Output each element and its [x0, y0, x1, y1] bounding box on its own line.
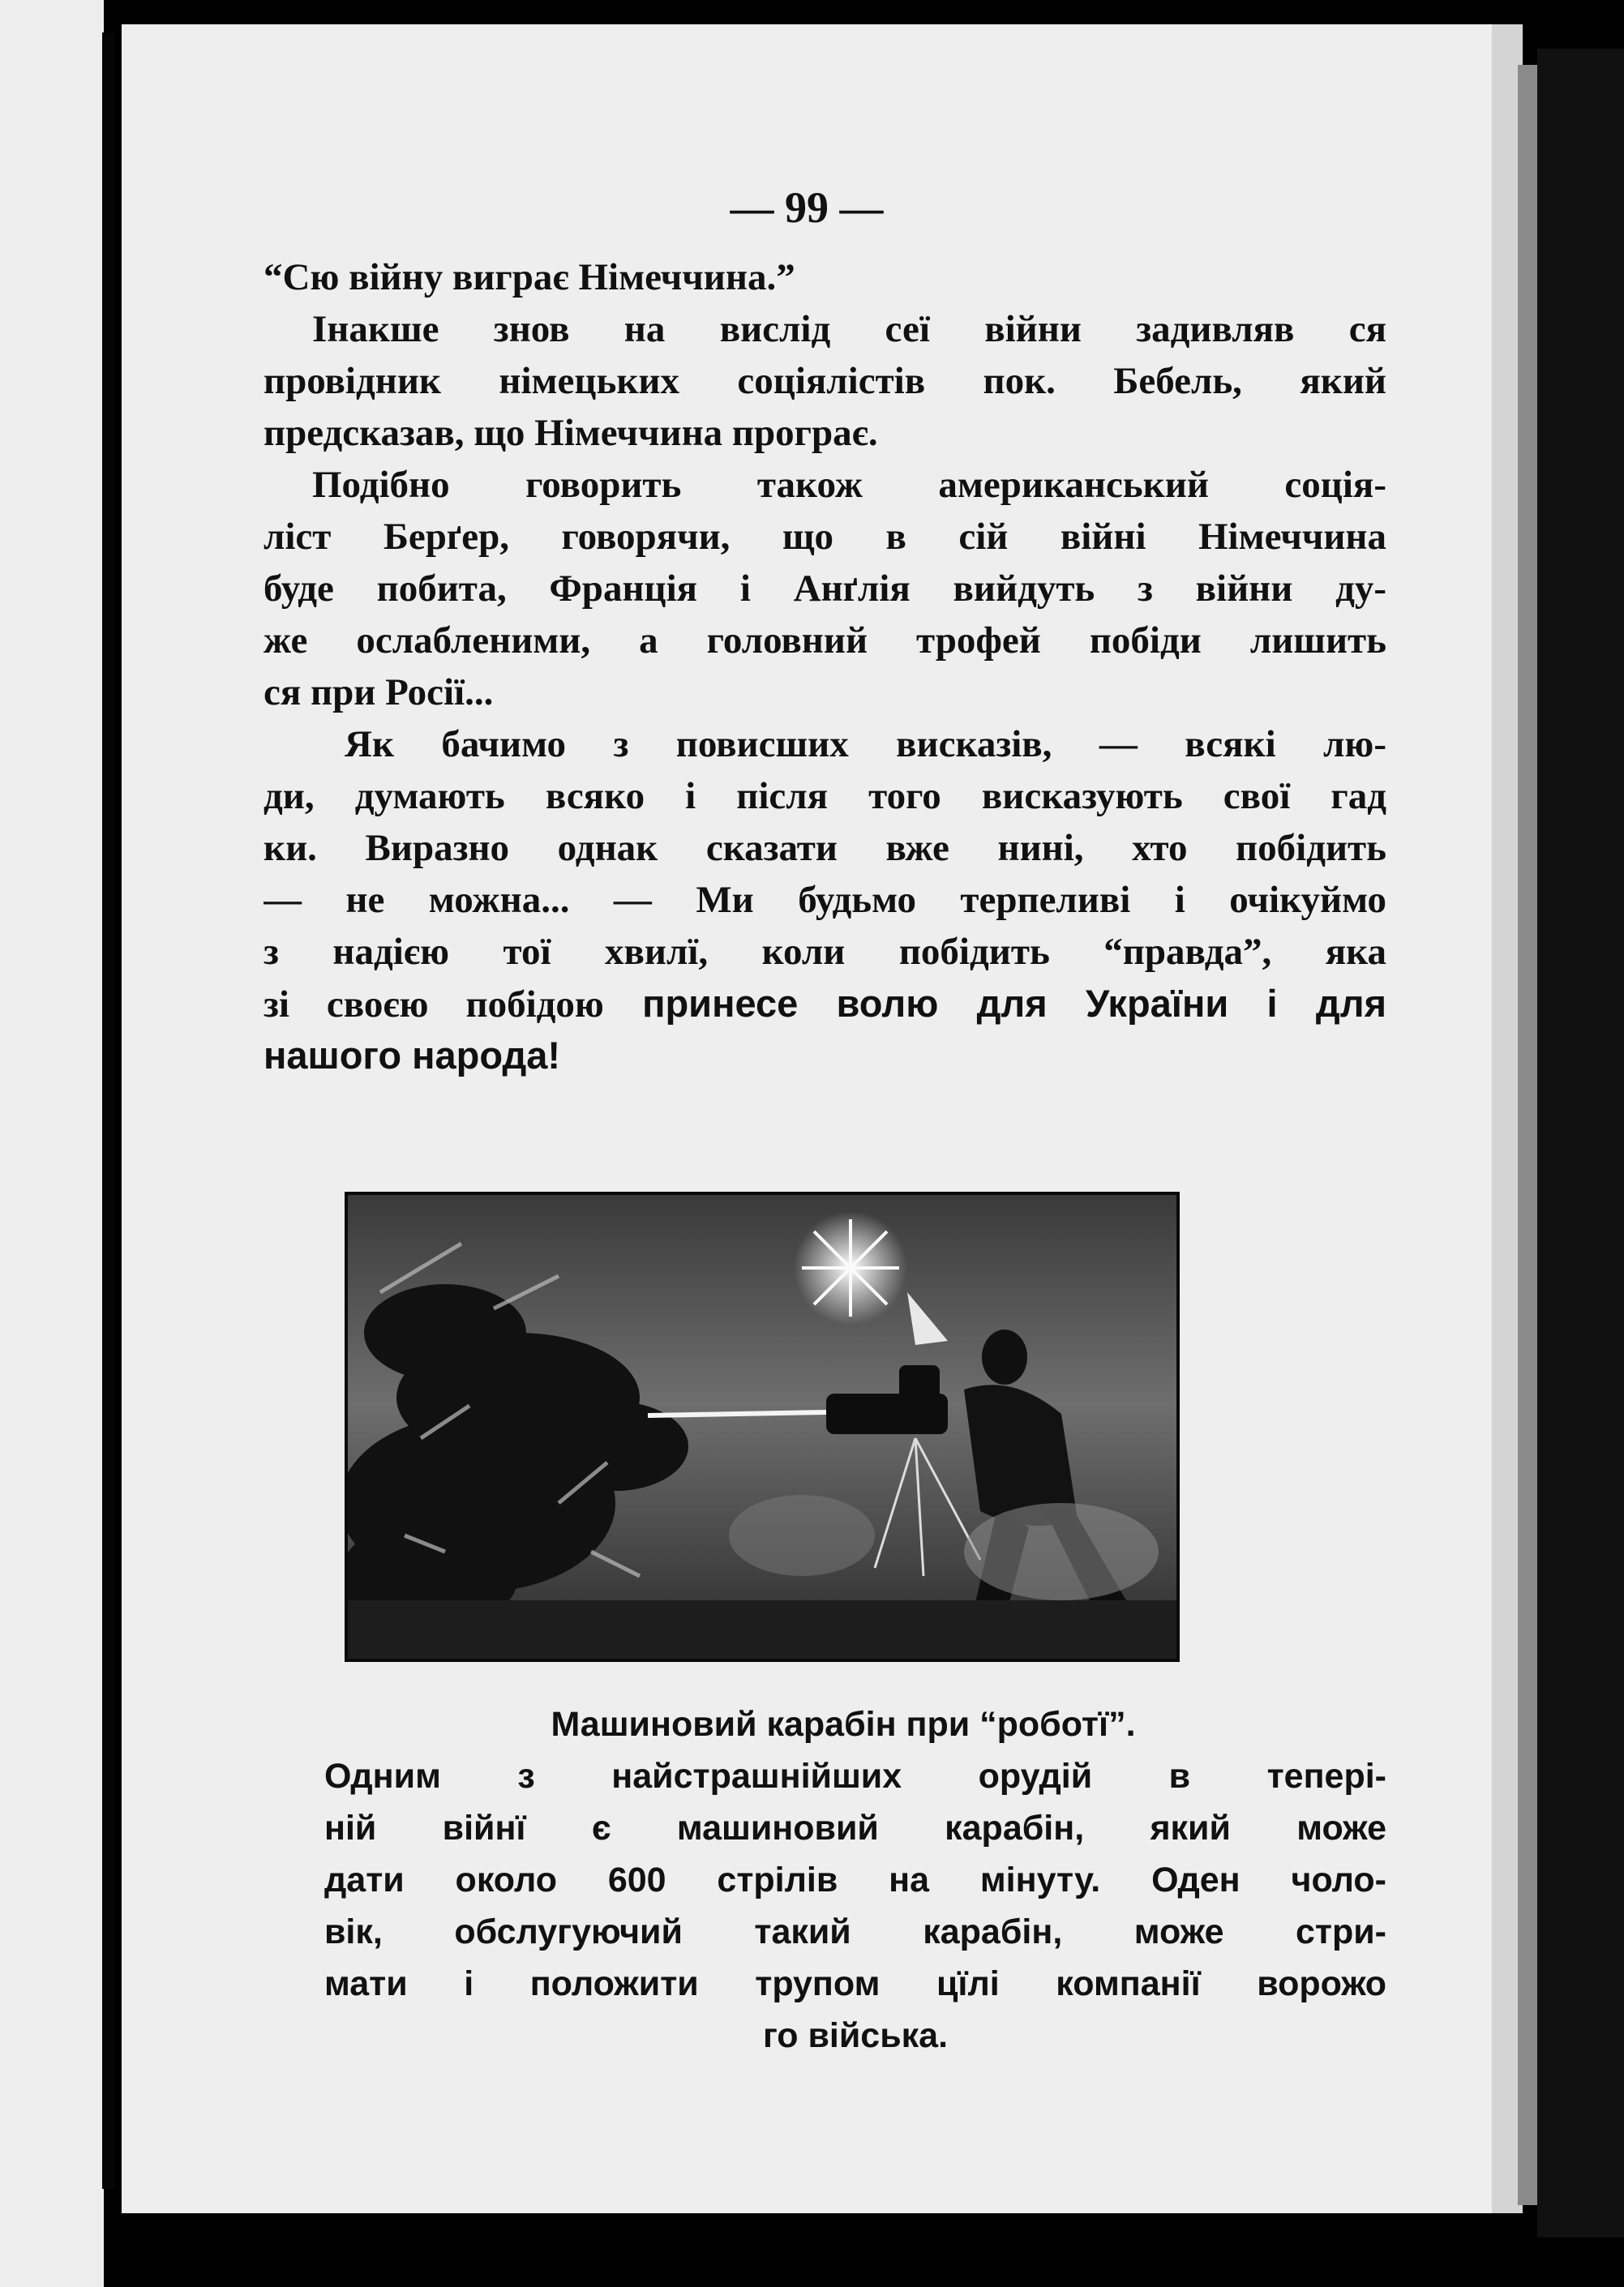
book-cover-edge — [1537, 49, 1624, 2238]
caption-line: ній війнї є машиновий карабін, який може — [324, 1809, 1386, 1848]
text-line-mixed — [264, 978, 1386, 1030]
caption-line: Одним з найстрашнійших орудій в тепері- — [324, 1757, 1386, 1796]
caption-line: го війська. — [762, 2016, 949, 2055]
book-page — [122, 24, 1492, 2213]
page-number: — 99 — — [730, 183, 884, 232]
text-line: ди, думають всяко і після того висказують свої гад — [264, 775, 1386, 817]
text-line: з надією тої хвилї, коли побідить “правда”, яка — [264, 931, 1386, 973]
book-gutter — [102, 32, 115, 2189]
text-regular: зі своєю побідою — [264, 983, 604, 1026]
text-line: Як бачимо з повисших висказів, — всякі лю- — [345, 723, 1386, 765]
caption-body — [284, 1750, 1403, 2062]
illustration-drawing — [348, 1195, 1176, 1659]
text-line: провідник німецьких соціялістів пок. Бебель, який — [264, 360, 1386, 402]
text-line: — не можна... — Ми будьмо терпеливі і очікуймо — [264, 879, 1386, 921]
text-emphasis: принесе волю для України і для — [603, 982, 1386, 1025]
figure-caption — [284, 1698, 1403, 2062]
text-line: ліст Берґер, говорячи, що в сій війні Німеччина — [264, 516, 1386, 558]
text-line: “Сю війну виграє Німеччина.” — [264, 256, 795, 298]
text-line: предсказав, що Німеччина програє. — [264, 412, 878, 454]
caption-title: Машиновий карабін при “роботї”. — [551, 1705, 1136, 1744]
body-text — [264, 251, 1386, 1081]
caption-line: мати і положити трупом цїлі компанії ворожо — [324, 1964, 1386, 2003]
left-page-edge — [0, 0, 104, 2287]
text-line: буде побита, Франція і Анґлія вийдуть з війни ду- — [264, 567, 1386, 610]
page-stack-shadow — [1518, 65, 1537, 2205]
text-line: Подібно говорить також американський соція- — [312, 464, 1386, 506]
caption-line: вік, обслугуючий такий карабін, може стри- — [324, 1912, 1386, 1951]
text-line: ся при Росії... — [264, 671, 494, 713]
text-line: ки. Виразно однак сказати вже нині, хто побідить — [264, 827, 1386, 869]
caption-line: дати около 600 стрілів на мінуту. Оден чоло- — [324, 1861, 1386, 1899]
text-line-emphasis: нашого народа! — [264, 1034, 561, 1077]
text-line: Інакше знов на вислід сеї війни задивляв ся — [312, 308, 1386, 350]
battle-illustration — [345, 1192, 1180, 1662]
text-line: же ослабленими, а головний трофей побіди лишить — [264, 619, 1386, 662]
